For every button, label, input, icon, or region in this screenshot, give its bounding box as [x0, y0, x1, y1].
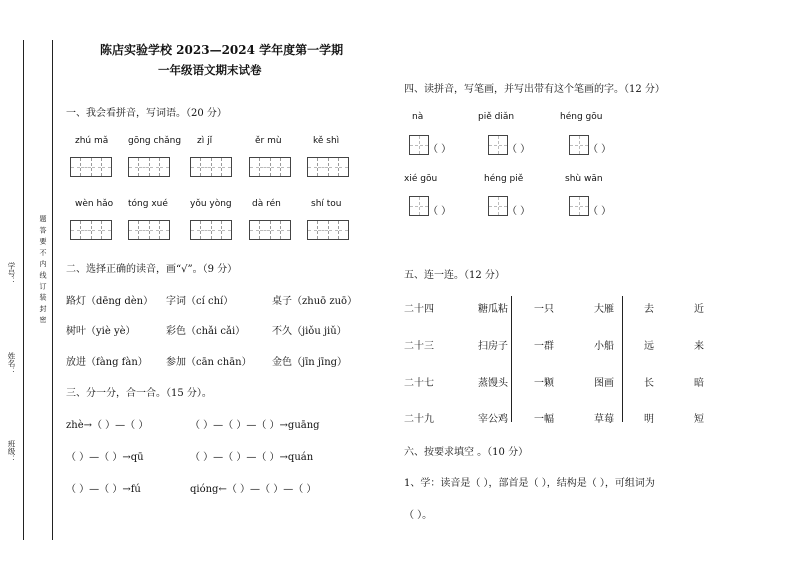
- q3-item[interactable]: （ ）—（ ）→qū: [66, 452, 144, 463]
- q1-pinyin: ěr mù: [255, 136, 282, 146]
- answer-box[interactable]: [128, 157, 170, 177]
- q5-item[interactable]: 去: [644, 304, 654, 315]
- q6-line[interactable]: 1、学：读音是（ ），部首是（ ），结构是（ ），可组词为: [404, 478, 655, 489]
- q1-pinyin: gōng chǎng: [128, 136, 182, 146]
- q1-pinyin: dà rén: [252, 199, 281, 209]
- q1-pinyin: yǒu yòng: [190, 199, 232, 209]
- q5-divider: [511, 296, 512, 422]
- q5-item[interactable]: 近: [694, 304, 704, 315]
- q5-item[interactable]: 草莓: [594, 414, 614, 425]
- q2-item[interactable]: 路灯（dēng dèn）: [66, 296, 154, 307]
- answer-box[interactable]: [307, 157, 349, 177]
- answer-box[interactable]: [70, 157, 112, 177]
- q6-line[interactable]: （ ）。: [404, 510, 433, 521]
- q5-item[interactable]: 短: [694, 414, 704, 425]
- q5-item[interactable]: 二十九: [404, 414, 434, 425]
- q2-item[interactable]: 不久（jiǒu jiǔ）: [272, 326, 347, 337]
- binding-note: 题 答 要 不 内 线 订 装 封 密: [39, 215, 47, 325]
- q2-item[interactable]: 参加（cān chān）: [166, 357, 252, 368]
- q1-pinyin: wèn hǎo: [75, 199, 114, 209]
- q1-pinyin: shí tou: [311, 199, 342, 209]
- q4-paren[interactable]: （ ）: [588, 144, 612, 155]
- q3-item[interactable]: （ ）—（ ）—（ ）→quán: [190, 452, 314, 463]
- q1-pinyin: kě shì: [313, 136, 340, 146]
- stroke-box[interactable]: [569, 135, 589, 155]
- q4-paren[interactable]: （ ）: [588, 206, 612, 217]
- exam-subtitle: 一年级语文期末试卷: [158, 63, 262, 77]
- answer-box[interactable]: [190, 157, 232, 177]
- exam-title: 陈店实验学校 2023—2024 学年度第一学期: [100, 43, 344, 57]
- q4-pinyin: héng gōu: [560, 112, 603, 122]
- class-label: 班级：: [7, 440, 16, 463]
- q4-pinyin: héng piě: [484, 174, 524, 184]
- q1-pinyin: zì jǐ: [197, 136, 213, 146]
- q6-title: 六、按要求填空 。（10 分）: [404, 447, 529, 458]
- q5-item[interactable]: 大雁: [594, 304, 614, 315]
- q3-item[interactable]: zhè→（ ）—（ ）: [66, 420, 149, 431]
- student-name-label: 姓名：: [7, 352, 16, 375]
- q4-pinyin: piě diǎn: [478, 112, 515, 122]
- q5-item[interactable]: 宰公鸡: [478, 414, 508, 425]
- q2-item[interactable]: 金色（jīn jīng）: [272, 357, 348, 368]
- q5-item[interactable]: 一只: [534, 304, 554, 315]
- q5-item[interactable]: 来: [694, 341, 704, 352]
- q5-divider: [622, 296, 623, 422]
- q5-item[interactable]: 远: [644, 341, 654, 352]
- stroke-box[interactable]: [409, 135, 429, 155]
- q3-item[interactable]: （ ）—（ ）—（ ）→guāng: [190, 420, 320, 431]
- q4-pinyin: shù wān: [565, 174, 603, 184]
- q2-item[interactable]: 树叶（yiè yè）: [66, 326, 136, 337]
- answer-box[interactable]: [128, 220, 170, 240]
- q2-item[interactable]: 放进（fàng fàn）: [66, 357, 148, 368]
- answer-box[interactable]: [249, 157, 291, 177]
- stroke-box[interactable]: [409, 196, 429, 216]
- q2-title: 二、选择正确的读音，画“√”。（9 分）: [66, 264, 238, 275]
- q5-item[interactable]: 二十四: [404, 304, 434, 315]
- q4-paren[interactable]: （ ）: [428, 206, 452, 217]
- binding-line-outer: [23, 40, 24, 540]
- q2-item[interactable]: 字词（cí chí）: [166, 296, 234, 307]
- q4-title: 四、读拼音，写笔画，并写出带有这个笔画的字。（12 分）: [404, 84, 665, 95]
- q4-paren[interactable]: （ ）: [507, 144, 531, 155]
- q5-item[interactable]: 暗: [694, 378, 704, 389]
- q5-item[interactable]: 一幅: [534, 414, 554, 425]
- q3-item[interactable]: （ ）—（ ）→fú: [66, 484, 141, 495]
- q2-item[interactable]: 桌子（zhuō zuō）: [272, 296, 358, 307]
- q5-item[interactable]: 蒸馒头: [478, 378, 508, 389]
- q5-item[interactable]: 二十三: [404, 341, 434, 352]
- q5-item[interactable]: 图画: [594, 378, 614, 389]
- answer-box[interactable]: [190, 220, 232, 240]
- q5-item[interactable]: 长: [644, 378, 654, 389]
- q5-item[interactable]: 小船: [594, 341, 614, 352]
- q5-title: 五、连一连。（12 分）: [404, 270, 505, 281]
- q3-item[interactable]: qióng←（ ）—（ ）—（ ）: [190, 484, 317, 495]
- answer-box[interactable]: [70, 220, 112, 240]
- q1-pinyin: zhú mǎ: [75, 136, 109, 146]
- stroke-box[interactable]: [488, 135, 508, 155]
- q5-item[interactable]: 二十七: [404, 378, 434, 389]
- q5-item[interactable]: 一群: [534, 341, 554, 352]
- q2-item[interactable]: 彩色（chǎi cǎi）: [166, 326, 246, 337]
- answer-box[interactable]: [249, 220, 291, 240]
- q5-item[interactable]: 糖瓜粘: [478, 304, 508, 315]
- q5-item[interactable]: 扫房子: [478, 341, 508, 352]
- answer-box[interactable]: [307, 220, 349, 240]
- q4-pinyin: nà: [412, 112, 424, 122]
- q4-paren[interactable]: （ ）: [507, 206, 531, 217]
- q4-paren[interactable]: （ ）: [428, 144, 452, 155]
- q5-item[interactable]: 明: [644, 414, 654, 425]
- q1-title: 一、我会看拼音，写词语。（20 分）: [66, 108, 227, 119]
- stroke-box[interactable]: [488, 196, 508, 216]
- q4-pinyin: xié gōu: [404, 174, 438, 184]
- stroke-box[interactable]: [569, 196, 589, 216]
- student-number-label: 学号：: [7, 262, 16, 285]
- q1-pinyin: tóng xué: [128, 199, 168, 209]
- q3-title: 三、分一分，合一合。（15 分）。: [66, 388, 212, 399]
- binding-line-inner: [52, 40, 53, 540]
- q5-item[interactable]: 一颗: [534, 378, 554, 389]
